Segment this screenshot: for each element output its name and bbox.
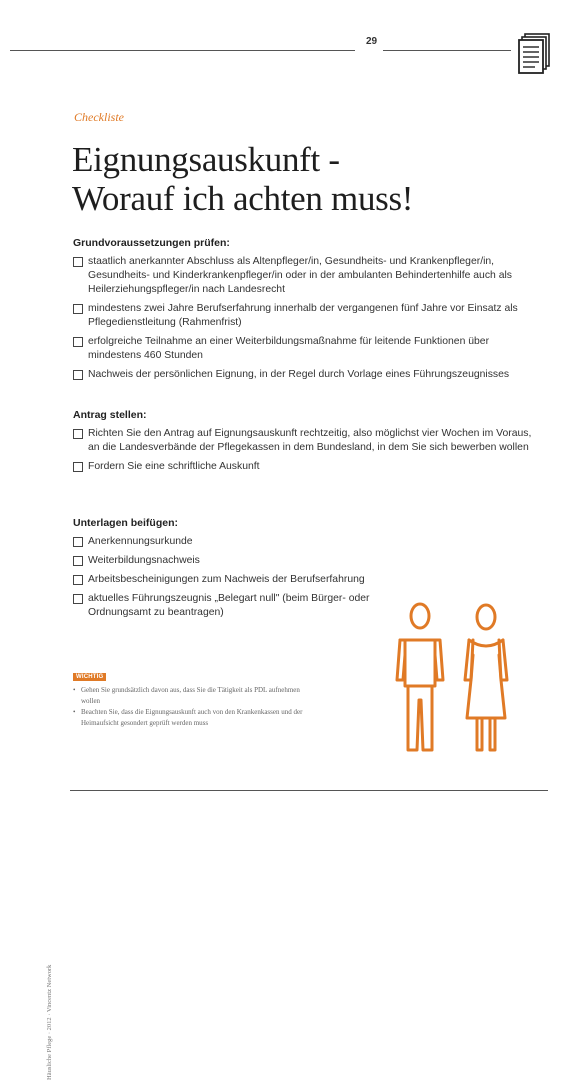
checklist-item xyxy=(73,573,393,587)
section-heading: Unterlagen beifügen: xyxy=(73,517,179,529)
page-title-line-1: Eignungsauskunft - xyxy=(72,140,340,179)
page-title-line-2: Worauf ich achten muss! xyxy=(72,179,414,218)
checklist-item-text: Weiterbildungsnachweis xyxy=(88,555,200,566)
section-antrag xyxy=(73,408,543,479)
note-tag: WICHTIG xyxy=(73,673,106,681)
page-title xyxy=(72,140,413,218)
checklist-item xyxy=(73,554,393,568)
checklist-item xyxy=(73,368,543,382)
checklist-item xyxy=(73,427,543,455)
checkbox[interactable] xyxy=(73,462,83,472)
vertical-credit: Häusliche Pflege · 2012 · Vincentz Network xyxy=(46,964,53,1080)
document-stack-icon xyxy=(518,33,552,75)
checklist-item-text: Arbeitsbescheinigungen zum Nachweis der Berufserfahrung xyxy=(88,574,365,585)
checklist-item-text: Nachweis der persönlichen Eignung, in der Regel durch Vorlage eines Führungszeugnisses xyxy=(88,369,510,380)
checklist-item-text: mindestens zwei Jahre Berufserfahrung innerhalb der vergangenen fünf Jahre vor Einsatz als Pflegedienstleitung (Rahmenfrist) xyxy=(88,303,518,328)
section-unterlagen xyxy=(73,516,393,625)
section-heading: Antrag stellen: xyxy=(73,409,147,421)
checklist-item xyxy=(73,592,393,620)
checkbox[interactable] xyxy=(73,304,83,314)
checklist-item-text: aktuelles Führungszeugnis „Belegart null" (beim Bürger- oder Ordnungsamt zu beantragen) xyxy=(88,593,370,618)
page-number: 29 xyxy=(366,36,378,47)
checklist-item xyxy=(73,302,543,330)
checklist-item xyxy=(73,460,543,474)
section-heading: Grundvoraussetzungen prüfen: xyxy=(73,237,230,249)
checklist-item-text: staatlich anerkannter Abschluss als Altenpfleger/in, Gesundheits- und Krankenpfleger/in, Gesundheits- und Kinderkrankenpfleger/in oder in der ambulanten Behindertenhilfe auch als Heilerziehungspfleger/in nach Landesrecht xyxy=(88,256,512,295)
man-woman-figures-icon xyxy=(383,600,523,760)
note-list xyxy=(73,685,313,729)
header-rule-right xyxy=(383,50,511,51)
checkbox[interactable] xyxy=(73,337,83,347)
checklist-item-text: Anerkennungsurkunde xyxy=(88,536,193,547)
eyebrow-label: Checkliste xyxy=(74,110,124,124)
footer-rule xyxy=(70,790,548,791)
section-grundvoraussetzungen xyxy=(73,236,543,387)
checkbox[interactable] xyxy=(73,429,83,439)
checklist-item xyxy=(73,255,543,297)
checkbox[interactable] xyxy=(73,575,83,585)
checkbox[interactable] xyxy=(73,556,83,566)
header-rule xyxy=(10,50,355,51)
checklist-item-text: erfolgreiche Teilnahme an einer Weiterbildungsmaßnahme für leitende Funktionen über mindestens 460 Stunden xyxy=(88,336,490,361)
checkbox[interactable] xyxy=(73,594,83,604)
checkbox[interactable] xyxy=(73,370,83,380)
checklist-item xyxy=(73,535,393,549)
note-item: • Beachten Sie, dass die Eignungsauskunft auch von den Krankenkassen und der Heimaufsicht gesondert geprüft werden muss xyxy=(73,707,313,729)
checklist-item-text: Richten Sie den Antrag auf Eignungsauskunft rechtzeitig, also möglichst vier Wochen im Voraus, an die Landesverbände der Pflegekassen in dem Bundesland, in dem Sie sich bewerben wollen xyxy=(88,428,532,453)
checklist-item-text: Fordern Sie eine schriftliche Auskunft xyxy=(88,461,260,472)
checkbox[interactable] xyxy=(73,257,83,267)
checkbox[interactable] xyxy=(73,537,83,547)
note-item: • Gehen Sie grundsätzlich davon aus, dass Sie die Tätigkeit als PDL aufnehmen wollen xyxy=(73,685,313,707)
checklist-item xyxy=(73,335,543,363)
